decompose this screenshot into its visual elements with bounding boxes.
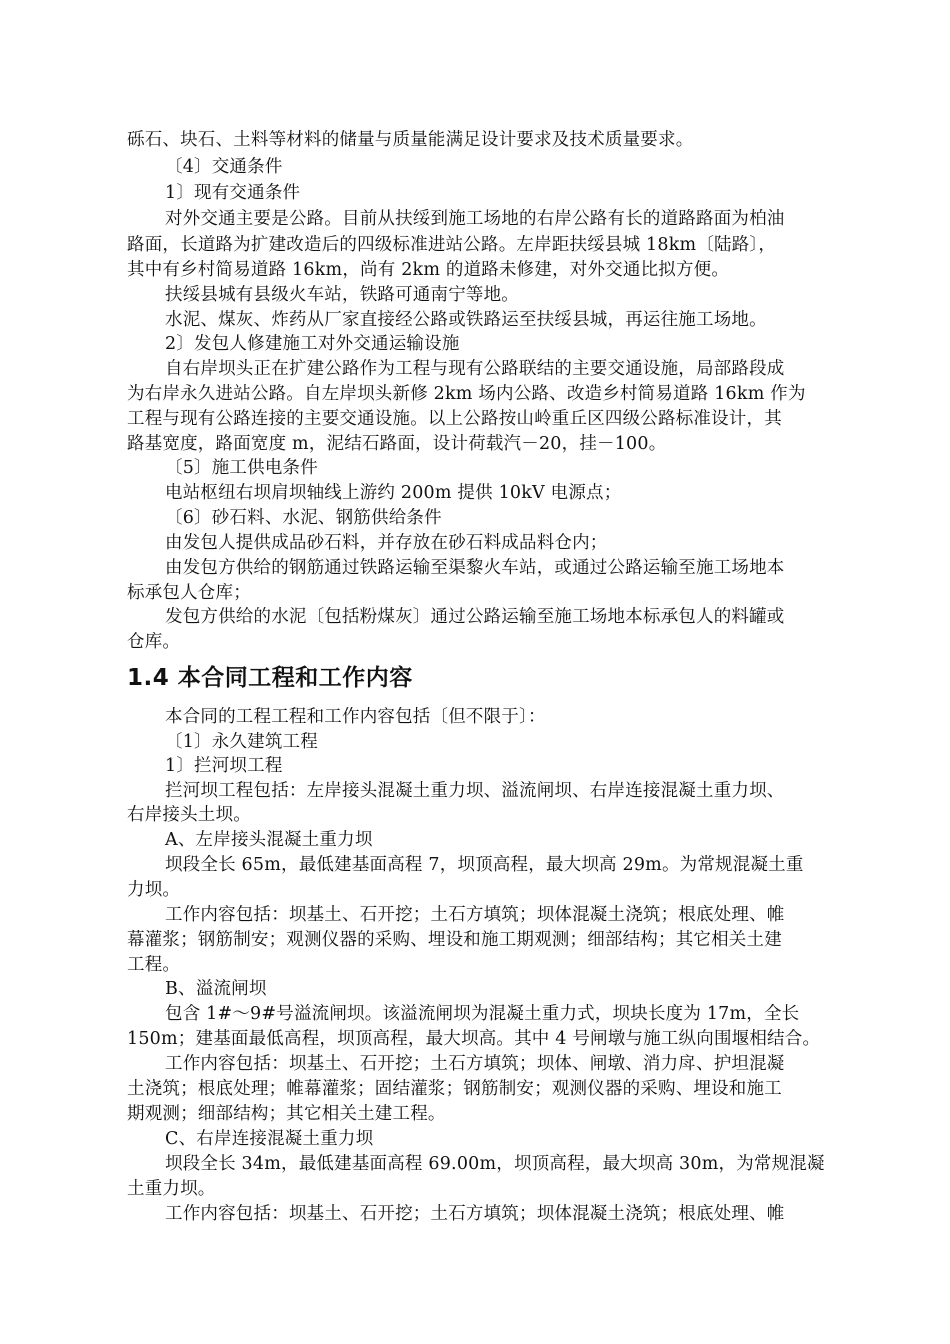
text-line: 力坝。 xyxy=(127,880,181,900)
section-heading-materials: 〔6〕砂石料、水泥、钢筋供给条件 xyxy=(165,508,442,528)
text-line: 扶绥县城有县级火车站，铁路可通南宁等地。 xyxy=(165,285,519,305)
section-title: 1.4 本合同工程和工作内容 xyxy=(127,665,413,691)
subsection-heading: 2〕发包人修建施工对外交通运输设施 xyxy=(165,334,460,354)
text-line: 由发包方供给的钢筋通过铁路运输至渠黎火车站，或通过公路运输至施工场地本 xyxy=(165,558,785,578)
text-line: 电站枢纽右坝肩坝轴线上游约 200m 提供 10kV 电源点； xyxy=(165,483,622,503)
text-line: 土浇筑；根底处理；帷幕灌浆；固结灌浆；钢筋制安；观测仪器的采购、埋设和施工 xyxy=(127,1079,782,1099)
text-line: 砾石、块石、土料等材料的储量与质量能满足设计要求及技术质量要求。 xyxy=(127,130,694,150)
text-line: 标承包人仓库； xyxy=(127,583,251,603)
subsection-heading: 1〕现有交通条件 xyxy=(165,183,301,203)
text-line: 路基宽度，路面宽度 m，泥结石路面，设计荷载汽－20，挂－100。 xyxy=(127,434,667,454)
section-heading-power: 〔5〕施工供电条件 xyxy=(165,458,318,478)
text-line: 土重力坝。 xyxy=(127,1179,216,1199)
text-line: 为右岸永久进站公路。自左岸坝头新修 2km 场内公路、改造乡村简易道路 16km 作为 xyxy=(127,384,806,404)
text-line: 坝段全长 34m，最低建基面高程 69.00m，坝顶高程，最大坝高 30m，为常规混凝 xyxy=(165,1154,825,1174)
text-line: 右岸接头土坝。 xyxy=(127,805,251,825)
text-line: 期观测；细部结构；其它相关土建工程。 xyxy=(127,1104,446,1124)
text-line: 工作内容包括：坝基土、石开挖；土石方填筑；坝体、闸墩、消力戽、护坦混凝 xyxy=(165,1054,785,1074)
text-line: 其中有乡村简易道路 16km，尚有 2km 的道路未修建，对外交通比拟方便。 xyxy=(127,260,730,280)
text-line: 自右岸坝头正在扩建公路作为工程与现有公路联结的主要交通设施，局部路段成 xyxy=(165,359,785,379)
text-line: 发包方供给的水泥〔包括粉煤灰〕通过公路运输至施工场地本标承包人的料罐或 xyxy=(165,607,785,627)
text-line: 拦河坝工程包括：左岸接头混凝土重力坝、溢流闸坝、右岸连接混凝土重力坝、 xyxy=(165,781,785,801)
item-heading-b: B、溢流闸坝 xyxy=(165,979,267,999)
text-line: 150m；建基面最低高程，坝顶高程，最大坝高。其中 4 号闸墩与施工纵向围堰相结合。 xyxy=(127,1029,821,1049)
item-heading-a: A、左岸接头混凝土重力坝 xyxy=(165,830,373,850)
text-line: 幕灌浆；钢筋制安；观测仪器的采购、埋设和施工期观测；细部结构；其它相关土建 xyxy=(127,930,782,950)
text-line: 包含 1#～9#号溢流闸坝。该溢流闸坝为混凝土重力式，坝块长度为 17m，全长 xyxy=(165,1004,800,1024)
item-heading-c: C、右岸连接混凝土重力坝 xyxy=(165,1129,374,1149)
text-line: 工程。 xyxy=(127,955,181,975)
text-line: 本合同的工程工程和工作内容包括〔但不限于〕： xyxy=(165,707,546,727)
text-line: 水泥、煤灰、炸药从厂家直接经公路或铁路运至扶绥县城，再运往施工场地。 xyxy=(165,310,767,330)
text-line: 工程与现有公路连接的主要交通设施。以上公路按山岭重丘区四级公路标准设计，其 xyxy=(127,409,782,429)
subsection-heading: 1〕拦河坝工程 xyxy=(165,756,283,776)
text-line: 工作内容包括：坝基土、石开挖；土石方填筑；坝体混凝土浇筑；根底处理、帷 xyxy=(165,905,785,925)
text-line: 由发包人提供成品砂石料，并存放在砂石料成品料仓内； xyxy=(165,533,608,553)
text-line: 仓库。 xyxy=(127,632,181,652)
section-heading-traffic: 〔4〕交通条件 xyxy=(165,157,283,177)
text-line: 路面，长道路为扩建改造后的四级标准进站公路。左岸距扶绥县城 18km〔陆路〕， xyxy=(127,235,777,255)
text-line: 工作内容包括：坝基土、石开挖；土石方填筑；坝体混凝土浇筑；根底处理、帷 xyxy=(165,1204,785,1224)
text-line: 对外交通主要是公路。目前从扶绥到施工场地的右岸公路有长的道路路面为柏油 xyxy=(165,209,785,229)
section-heading-permanent-works: 〔1〕永久建筑工程 xyxy=(165,732,318,752)
text-line: 坝段全长 65m，最低建基面高程 7，坝顶高程，最大坝高 29m。为常规混凝土重 xyxy=(165,855,804,875)
